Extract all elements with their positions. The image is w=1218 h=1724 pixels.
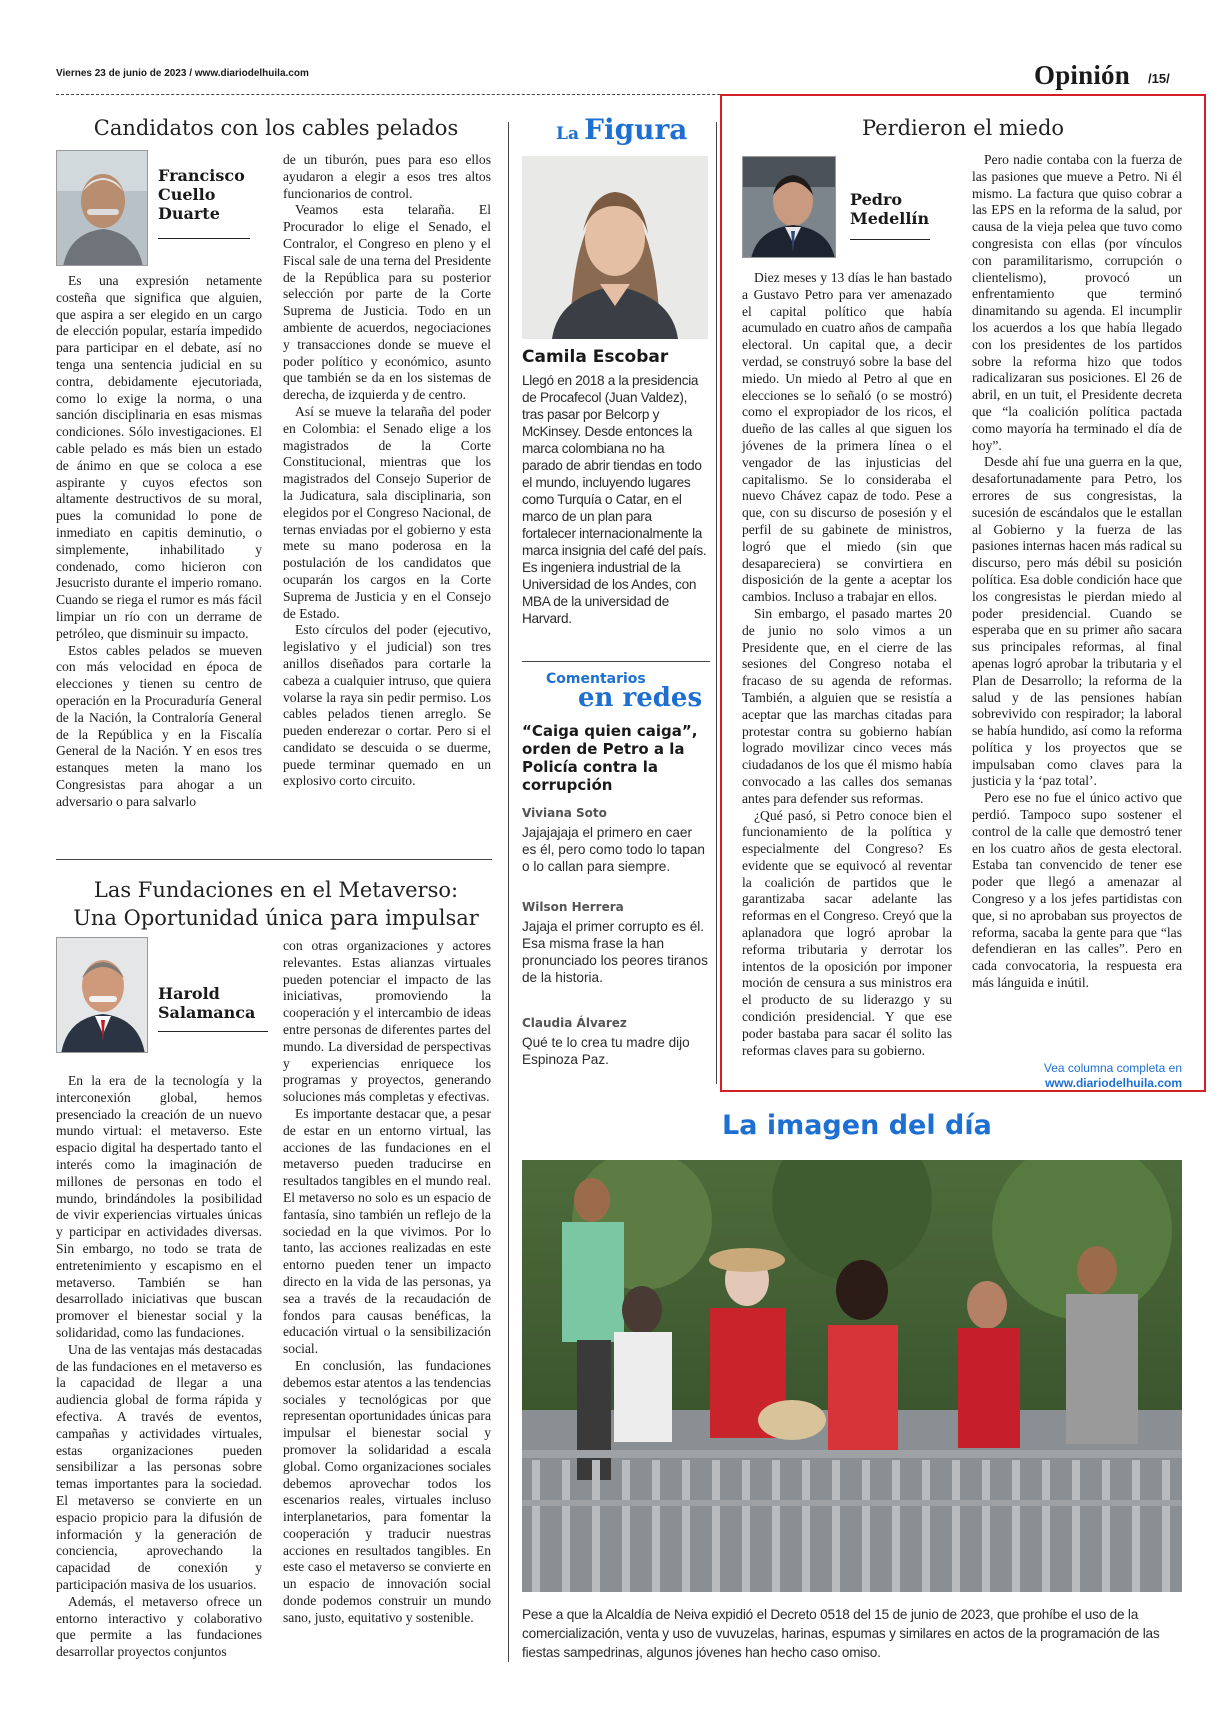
article3-column-2: Pero nadie contaba con la fuerza de las pasiones que mueve a Petro. Ni él mismo. La factura que quiso cobrar a las EPS en la reforma de la salud, por causa de la vieja pelea que tuvo como congresista con ellas (por vínculos con paramilitarismo, corrupción o clientelismo), provocó un enfrentamiento que terminó dinamitando su agenda. El incumplir los acuerdos a los que había llegado con los presidentes de los partidos sobre la reforma hizo que todos radicalizaran sus posiciones. El 26 de abril, en un tuit, el Presidente decreta que “la coalición política pactada como mayoría ha terminado el día de hoy”. Desde ahí fue una guerra en la que, desafortunadamente para Petro, los errores de sus congresistas, la sucesión de escándalos que le estallan al Gobierno y la fuerza de las pasiones internas hacen más radical su discurso, pero más débil su posición política. Esa doble condición hace que los congresistas le pierdan miedo al poder presidencial. Cuando se esperaba que en su primer año sacara sus principales reformas, al final apenas logró aprobar la tributaria y el Plan de Desarrollo; la reforma de la salud y de las pensiones habían sobrevivido con respirador; la laboral se había hundido, así como la reforma política y los proyectos que se impulsaban como claves para la justicia y la ‘paz total’. Pero ese no fue el único activo que perdió. Tampoco supo sostener el control de la calle que demostró tener en los cuatro años de gesta electoral. Estaba tan convencido de tener ese poder que llegó a amenazar al Congreso y a los jefes partidistas con que, si no aprobaban sus proyectos de reforma, sacaba la gente para que “las defendieran en las calles”. Pero en cada convocatoria, la respuesta era más lánguida e inútil. <box>972 152 1182 991</box>
comentario-text: Jajaja el primer corrupto es él. Esa misma frase la han pronunciado los peores tiranos de la historia. <box>522 919 708 985</box>
figura-photo <box>522 156 708 339</box>
comentario-item <box>522 900 708 986</box>
article2-headline: Las Fundaciones en el Metaverso: Una Oportunidad única para impulsar <box>73 878 479 930</box>
la-figura-title: La Figura <box>556 113 688 146</box>
comentario-author: Wilson Herrera <box>522 900 624 914</box>
article2-column-1: En la era de la tecnología y la interconexión global, hemos presenciado la creación de un nuevo mundo virtual: el metaverso. Este espacio digital ha despertado tanto el interés como la imaginación de millones de personas en todo el mundo, brindándoles la posibilidad de vivir experiencias virtuales únicas y participar en actividades diversas. Sin embargo, no todo se trata de entretenimiento y escapismo en el metaverso. También se han desarrollado iniciativas que buscan promover el bienestar social y la solidaridad, como las fundaciones. Una de las ventajas más destacadas de las fundaciones en el metaverso es la capacidad de llegar a una audiencia global de forma rápida y efectiva. A través de eventos, campañas y actividades virtuales, estas organizaciones pueden sensibilizar a las personas sobre temas importantes para la sociedad. El metaverso se convierte en un espacio propicio para la difusión de información y la generación de conciencia, aprovechando la capacidad de conexión y participación masiva de los usuarios. Además, el metaverso ofrece un entorno interactivo y colaborativo que permite a las fundaciones desarrollar proyectos conjuntos <box>56 1073 262 1660</box>
article2-column-2: con otras organizaciones y actores relevantes. Estas alianzas virtuales pueden potenciar el impacto de las iniciativas, promoviendo la cooperación y el intercambio de ideas entre personas de diferentes partes del mundo. La diversidad de perspectivas y experiencias enriquece los programas y proyectos, generando soluciones más completas y efectivas. Es importante destacar que, a pesar de estar en un entorno virtual, las acciones de las fundaciones en el metaverso pueden traducirse en resultados tangibles en el mundo real. El metaverso no solo es un espacio de fantasía, sino también un reflejo de la sociedad en la que vivimos. Por lo tanto, las acciones realizadas en este entorno pueden tener un impacto directo en la vida de las personas, ya sea a través de la recaudación de fondos para causas benéficas, la educación virtual o la sensibilización social. En conclusión, las fundaciones debemos estar atentos a las tendencias sociales y tecnológicas por que representan oportunidades únicas para impulsar el bienestar social y promover la solidaridad a escala global. Como organizaciones sociales debemos aprovechar todos los escenarios reales, virtuales incluso interplanetarios, para fomentar la cooperación y traducir nuestras acciones en resultados tangibles. En este caso el metaverso se convierte en un espacio de innovación social donde podemos construir un mundo sano, justo, equitativo y sostenible. <box>283 938 491 1625</box>
figura-divider <box>522 661 710 662</box>
comentario-author: Claudia Álvarez <box>522 1016 627 1030</box>
article3-headline: Perdieron el miedo <box>861 116 1065 140</box>
en-redes-title: en redes <box>578 683 703 713</box>
article1-column-1: Es una expresión netamente costeña que significa que alguien, que aspira a ser elegido en un cargo de elección popular, estaría impedido para participar en el debate, así no tenga una sentencia judicial en su contra, debidamente ejecutoriada, como lo exige la norma, o una sanción disciplinaria en esas mismas condiciones. Sólo investigaciones. El cable pelado es más bien un estado de ánimo en que se coloca a ese aspirante y cuyos efectos son altamente destructivos de su moral, pues la comunidad lo pone de inmediato en capitis deminutio, o simplemente, inhabilitado y condenado, como hicieron con Jesucristo durante el imperio romano. Cuando se riega el rumor es más fácil limpiar un río con un derrame de petróleo, que disminuir su impacto. Estos cables pelados se mueven con más velocidad en época de elecciones y tienen su centro de operación en la Procuraduría General de la Nación, la Contraloría General de la República y en la Fiscalía General de la Nación. Y en esos tres estanques meten la mano los Congresistas para ahogar a un adversario o para salvarlo <box>56 273 262 809</box>
author-rule <box>158 1031 268 1032</box>
comentario-author: Viviana Soto <box>522 806 607 820</box>
header-date-site: Viernes 23 de junio de 2023 / www.diariodelhuila.com <box>56 68 309 79</box>
author-name-cuello: Francisco Cuello Duarte <box>158 166 245 223</box>
section-divider <box>56 859 492 860</box>
comentarios-quote: “Caiga quien caiga”, orden de Petro a la Policía contra la corrupción <box>522 722 698 794</box>
author-photo-medellin <box>742 156 836 258</box>
article3-column-1: Diez meses y 13 días le han bastado a Gustavo Petro para ver amenazado el capital político que había acumulado en cuatro años de campaña electoral. Un capital que, a decir verdad, se construyó sobre la base del miedo. Un miedo al Petro al que en elecciones se lo señaló (o se mostró) como el expropiador de los ricos, el dueño de las calles al que siguen los jóvenes de la primera línea o el vengador de las injusticias del capitalismo. Se lo consideraba el nuevo Chávez capaz de todo. Pese a que, con su discurso de posesión y el perfil de su gabinete de ministros, logró que el miedo (sin que desapareciera) se convirtiera en disposición de la gente a aceptar los cambios. Incluso a trabajar en ellos. Sin embargo, el pasado martes 20 de junio no solo vimos a un Presidente que, en el cierre de las sesiones del Congreso notaba el fracaso de su agenda de reformas. También, a alguien que se resistía a aceptar que las marchas citadas para protestar contra su gobierno habían logrado movilizar cinco veces más ciudadanos de los que él mismo había convocado a las calles dos semanas antes para defender sus reformas. ¿Qué pasó, si Petro conoce bien el funcionamiento de la política y especialmente del Congreso? Es evidente que se equivocó al reventar la coalición de partidos que le garantizaba sacar adelante las reformas en el Congreso. Creyó que la aplanadora que logró aprobar la reforma tributaria y derrotar los intentos de la oposición por imponer moción de censura a sus ministros era el producto de su liderazgo y su condición presidencial. Y que ese poder bastaba para sacar él solito las reformas claves para su gobierno. <box>742 270 952 1058</box>
figura-text: Llegó en 2018 a la presidencia de Procafecol (Juan Valdez), tras pasar por Belcorp y McKinsey. Desde entonces la marca colombiana no ha parado de abrir tiendas en todo el mundo, incluyendo lugares como Turquía o Catar, en el marco de un plan para fortalecer internacionalmente la marca insignia del café del país. Es ingeniera industrial de la Universidad de los Andes, con MBA de la universidad de Harvard. <box>522 373 707 626</box>
page-number: /15/ <box>1148 71 1170 86</box>
author-name-salamanca: Harold Salamanca <box>158 984 256 1022</box>
more-link[interactable]: Vea columna completa en www.diariodelhuila.com <box>1043 1061 1182 1090</box>
comentario-text: Qué te lo crea tu madre dijo Espinoza Paz. <box>522 1035 690 1067</box>
comentario-text: Jajajajaja el primero en caer es él, pero como todo lo tapan o lo callan para siempre. <box>522 825 705 874</box>
column-divider <box>508 122 509 1662</box>
comentario-item <box>522 806 708 875</box>
author-rule <box>158 238 250 239</box>
author-photo-salamanca <box>56 937 148 1053</box>
article1-headline: Candidatos con los cables pelados <box>93 116 459 140</box>
author-photo-cuello <box>56 150 148 266</box>
imagen-del-dia-photo <box>522 1160 1182 1592</box>
figura-name: Camila Escobar <box>522 347 669 367</box>
imagen-del-dia-title: La imagen del día <box>722 1110 992 1141</box>
author-name-medellin: Pedro Medellín <box>850 190 930 228</box>
comentarios-title: Comentarios <box>546 671 646 687</box>
comentario-item <box>522 1016 708 1068</box>
author-rule <box>850 239 930 240</box>
article1-column-2: de un tiburón, pues para eso ellos ayudaron a elegir a esos tres altos funcionarios de control. Veamos esta telaraña. El Procurador lo elige el Senado, el Contralor, el Congreso en pleno y el Fiscal sale de una terna del Presidente de la República para su posterior selección por parte de la Corte Suprema de Justicia. Todo en un ambiente de acuerdos, negociaciones y transacciones donde se mueve el poder político y económico, asunto que también se da en los sistemas de derecha, de izquierda y de centro. Así se mueve la telaraña del poder en Colombia: el Senado elige a los magistrados de la Corte Constitucional, mientras que los magistrados del Consejo Superior de la Judicatura, sala disciplinaria, son elegidos por el Congreso Nacional, de ternas enviadas por el gobierno y esta mete su mano poderosa en la postulación de los candidatos que ocuparán los cargos en la Corte Suprema de Justicia y en el Consejo de Estado. Esto círculos del poder (ejecutivo, legislativo y el judicial) son tres anillos diseñados para cortarle la cabeza a cualquier intruso, que quiera volarse la raya sin pedir permiso. Los cables pelados tienen arreglo. Se pueden enderezar o cortar. Pero si el candidato se descuida o se duerme, puede terminar quemado en un explosivo corto circuito. <box>283 152 491 789</box>
imagen-del-dia-caption: Pese a que la Alcaldía de Neiva expidió el Decreto 0518 del 15 de junio de 2023, que prohíbe el uso de la comercialización, venta y uso de vuvuzelas, harinas, espumas y similares en actos de la programación de las fiestas sampedrinas, algunos jóvenes han hecho caso omiso. <box>522 1607 1160 1660</box>
column-divider <box>716 122 717 1084</box>
section-title: Opinión <box>1034 60 1130 90</box>
